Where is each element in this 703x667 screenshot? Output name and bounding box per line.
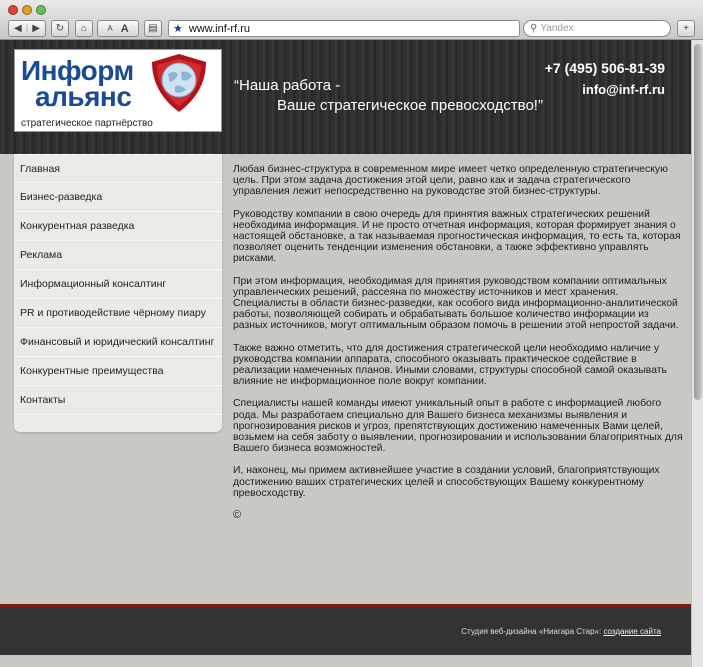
- sidebar-item-finance-legal[interactable]: Финансовый и юридический консалтинг: [14, 328, 222, 357]
- home-button[interactable]: [75, 20, 93, 37]
- content-paragraph: И, наконец, мы примем активнейшее участие в создании условий, благоприятствующих достижению ваших стратегических целей и способствующих Вашему конкурентному превосходству.: [233, 465, 660, 499]
- text-smaller-button[interactable]: A: [107, 24, 113, 33]
- sidebar-item-business-intelligence[interactable]: Бизнес-разведка: [14, 183, 222, 212]
- sidebar-item-contacts[interactable]: Контакты: [14, 386, 222, 415]
- content-paragraph: Руководству компании в свою очередь для принятия важных стратегических решений необходима информация. И не просто отчетная информация, которая формирует знания о настоящей обстановке, а так называемая прогностическая информация, то есть та, которая позволяет оценить тенденции изменения обстановки, а также эффективно управлять рисками.: [233, 208, 681, 265]
- sidebar-item-info-consulting[interactable]: Информационный консалтинг: [14, 270, 222, 299]
- reload-icon: ↻: [55, 23, 65, 34]
- logo-title-line1: Информ: [21, 55, 134, 86]
- content-paragraph: Также важно отметить, что для достижения стратегической цели необходимо наличие у руководства компании аппарата, способного оказывать практическое содействие в реализации намеченных планов. Иными словами, структуры способной самой оказывать влияние не информационное поле вокруг компании.: [233, 342, 667, 388]
- logo-subtitle: стратегическое партнёрство: [21, 118, 153, 129]
- footer-create-site-link[interactable]: создание сайта: [603, 627, 661, 636]
- print-button[interactable]: [144, 20, 162, 37]
- content-paragraph: Специалисты нашей команды имеют уникальный опыт в работе с информацией любого рода. Мы разработаем специально для Вашего бизнеса механизмы выявления и прогнозирования рисков и угроз, препятствующих достижению намеченных Вами целей, возьмем на себя заботу о выявлении, прогнозировании и использовании благоприятных для Вашего бизнеса возможностей.: [233, 398, 683, 455]
- plus-icon: +: [683, 23, 689, 34]
- vertical-scrollbar[interactable]: [691, 40, 703, 667]
- scrollbar-thumb[interactable]: [694, 44, 702, 400]
- add-tab-button[interactable]: [677, 20, 695, 37]
- slogan-line1: “Наша работа -: [234, 77, 341, 94]
- site-footer: [0, 607, 691, 655]
- sidebar-item-home[interactable]: Главная: [14, 154, 222, 183]
- logo-title-line2: альянс: [35, 81, 132, 112]
- text-size-buttons[interactable]: [97, 20, 139, 37]
- browser-toolbar: [0, 0, 703, 40]
- sidebar-item-advertising[interactable]: Реклама: [14, 241, 222, 270]
- home-icon: ⌂: [80, 23, 88, 34]
- sidebar-item-pr[interactable]: PR и противодействие чёрному пиару: [14, 299, 222, 328]
- bookmark-star-icon[interactable]: ★: [173, 23, 183, 35]
- contact-phone: +7 (495) 506-81-39: [544, 60, 665, 76]
- close-window-button[interactable]: [8, 5, 18, 15]
- search-input[interactable]: [523, 20, 671, 37]
- sidebar-item-advantages[interactable]: Конкурентные преимущества: [14, 357, 222, 386]
- main-content: [233, 164, 683, 532]
- minimize-window-button[interactable]: [22, 5, 32, 15]
- contact-email[interactable]: info@inf-rf.ru: [582, 82, 665, 97]
- footer-credit: [461, 627, 661, 636]
- content-paragraph: При этом информация, необходимая для принятия руководством компании оптимальных управленческих решений, рассеяна по множеству источников и мест хранения. Специалисты в области бизнес-разведки, как особого вида информационно-аналитической работы, позволяющей собирать и обрабатывать большое количество информации из разных источников, могут оптимальным образом помочь в решении этой непростой задачи.: [233, 275, 679, 332]
- copyright-symbol: ©: [233, 509, 242, 522]
- url-text[interactable]: www.inf-rf.ru: [188, 22, 250, 35]
- shield-globe-icon: [148, 52, 210, 114]
- zoom-window-button[interactable]: [36, 5, 46, 15]
- slogan-line2: Ваше стратегическое превосходство!”: [277, 97, 543, 114]
- search-placeholder: Yandex: [540, 23, 574, 34]
- address-bar[interactable]: [168, 20, 520, 37]
- printer-icon: ▤: [148, 23, 158, 34]
- sidebar-item-competitive-intelligence[interactable]: Конкурентная разведка: [14, 212, 222, 241]
- sidebar-menu: [14, 154, 222, 432]
- back-forward-buttons[interactable]: ◀ | ▶: [8, 20, 46, 37]
- search-icon: ⚲: [530, 23, 538, 34]
- footer-studio-text: Студия веб-дизайна «Ниагара Стар»:: [461, 627, 602, 636]
- site-logo[interactable]: [14, 49, 222, 132]
- text-larger-button[interactable]: A: [120, 22, 129, 35]
- content-paragraph: Любая бизнес-структура в современном мире имеет четко определенную стратегическую цель. При этом задача достижения этой цели, равно как и задача стратегического управления лежит непосредственно на руководстве этой бизнес-структуры.: [233, 164, 668, 198]
- back-arrow-icon[interactable]: ◀: [13, 23, 22, 34]
- reload-button[interactable]: [51, 20, 69, 37]
- page-bottom-strip: [0, 655, 691, 667]
- forward-arrow-icon[interactable]: ▶: [32, 23, 40, 34]
